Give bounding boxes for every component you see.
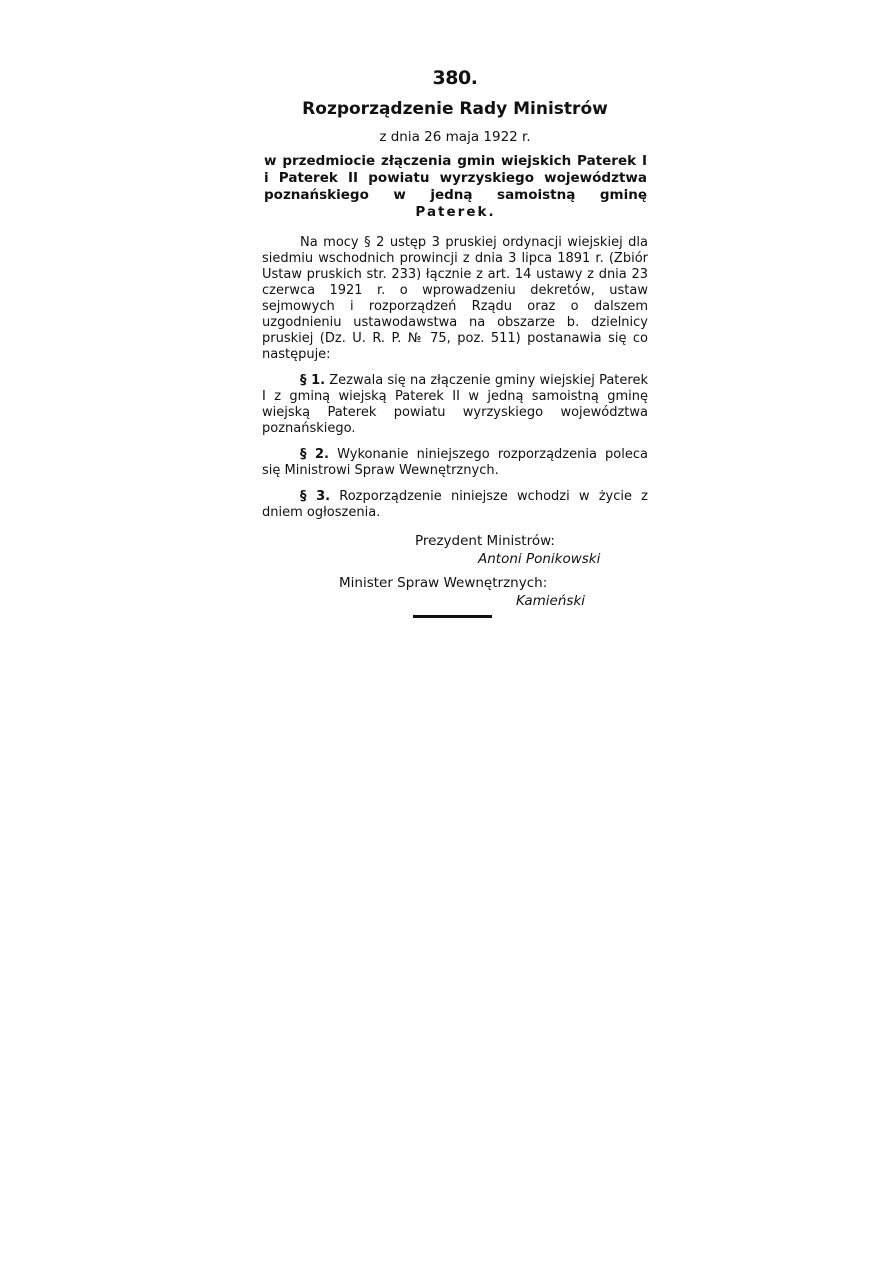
section-2 — [262, 447, 648, 479]
signature-block — [262, 532, 648, 610]
decree-document — [262, 66, 648, 610]
section-1 — [262, 373, 648, 437]
signatory-role-interior-minister: Minister Spraw Wewnętrznych: — [339, 575, 548, 591]
section-3 — [262, 489, 648, 521]
preamble-paragraph: Na mocy § 2 ustęp 3 pruskiej ordynacji wiejskiej dla siedmiu wschodnich prowincji z dnia 3 lipca 1891 r. (Zbiór Ustaw pruskich str. 233) łącznie z art. 14 ustawy z dnia 23 czerwca 1921 r. o wprowadzeniu dekretów, ustaw sejmowych i rozporządzeń Rządu oraz o dalszem uzgodnieniu ustawodawstwa na obszarze b. dzielnicy pruskiej (Dz. U. R. P. № 75, poz. 511) postanawia się co następuje: — [262, 235, 648, 362]
decree-date: z dnia 26 maja 1922 r. — [379, 129, 531, 145]
section-text: Wykonanie niniejszego rozporządzenia poleca się Ministrowi Spraw Wewnętrznych. — [262, 447, 648, 478]
subject-main-text: w przedmiocie złączenia gmin wiejskich Paterek I i Paterek II powiatu wyrzyskiego województwa poznańskiego w jedną samoistną — [264, 153, 647, 203]
subject-spaced-name: Paterek. — [415, 204, 496, 220]
decree-title: Rozporządzenie Rady Ministrów — [302, 99, 608, 119]
section-mark: § 1. — [300, 373, 326, 388]
section-mark: § 2. — [300, 447, 329, 462]
decree-subject — [262, 153, 648, 221]
subject-end-text: gminę — [599, 187, 647, 203]
decree-number: 380. — [432, 67, 478, 89]
section-text: Rozporządzenie niniejsze wchodzi w życie z dniem ogłoszenia. — [262, 489, 649, 520]
signatory-role-prime-minister: Prezydent Ministrów: — [415, 533, 555, 549]
section-mark: § 3. — [300, 489, 331, 504]
section-text: Zezwala się na złączenie gminy wiejskiej Paterek I z gminą wiejską Paterek II w jedną samoistną gminę wiejską Paterek powiatu wyrzyskiego województwa poznańskiego. — [262, 373, 648, 436]
signatory-name-interior-minister: Kamieński — [516, 593, 586, 609]
end-divider — [413, 615, 492, 618]
signatory-name-prime-minister: Antoni Ponikowski — [478, 551, 601, 567]
